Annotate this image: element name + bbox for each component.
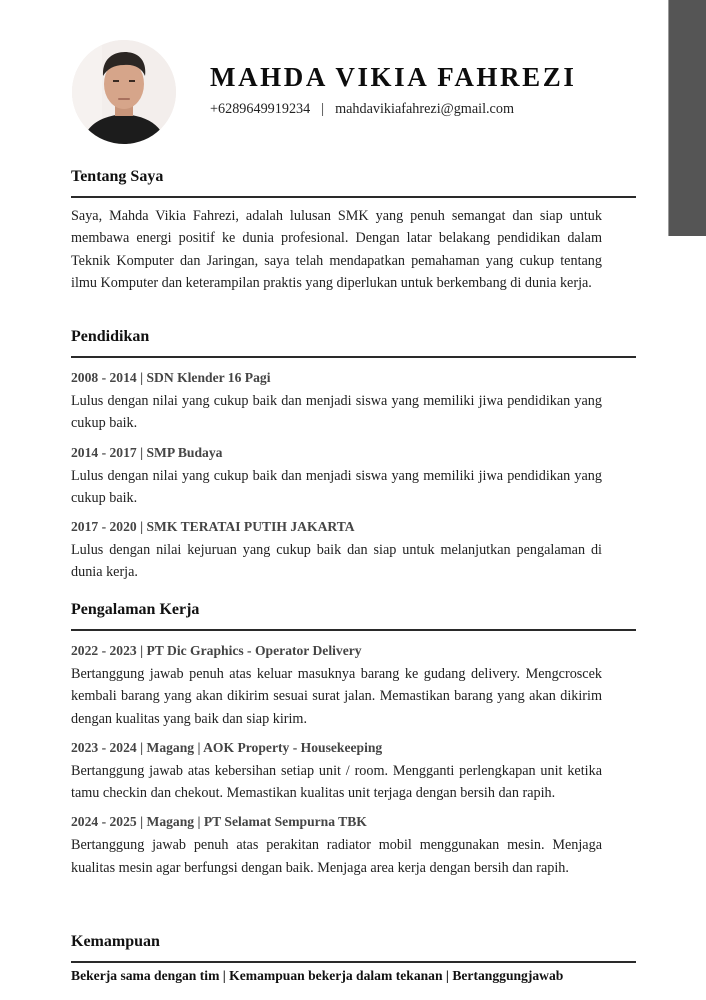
- phone-number: +6289649919234: [210, 101, 311, 117]
- section-divider: [71, 629, 636, 631]
- section-divider: [71, 961, 636, 963]
- entry-heading: 2017 - 2020 | SMK TERATAI PUTIH JAKARTA: [71, 519, 355, 535]
- experience-section: [71, 600, 636, 879]
- skills-list: Bekerja sama dengan tim | Kemampuan bekerja dalam tekanan | Bertanggungjawab: [71, 968, 564, 983]
- education-entry: [71, 369, 636, 435]
- candidate-name: MAHDA VIKIA FAHREZI: [210, 62, 577, 92]
- entry-description: Bertanggung jawab atas kebersihan setiap unit / room. Mengganti perlengkapan unit ketika tamu checkin dan chekout. Memastikan kualitas unit terjaga dengan bersih dan rapih.: [71, 762, 602, 802]
- section-title-experience: Pengalaman Kerja: [71, 601, 200, 618]
- email-address: mahdavikiafahrezi@gmail.com: [335, 101, 514, 117]
- contact-separator: |: [321, 101, 325, 117]
- entry-description: Bertanggung jawab penuh atas keluar masuknya barang ke gudang delivery. Mengcroscek kembali barang yang akan dikirim sesuai surat jalan. Memastikan barang yang akan dikirim dengan kualitas yang baik dan siap kirim.: [71, 666, 602, 727]
- section-title-skills: Kemampuan: [71, 933, 160, 950]
- resume-header: [72, 40, 652, 144]
- entry-heading: 2022 - 2023 | PT Dic Graphics - Operator Delivery: [71, 643, 362, 658]
- entry-description: Lulus dengan nilai kejuruan yang cukup baik dan siap untuk melanjutkan pengalaman di dunia kerja.: [71, 542, 602, 581]
- section-divider: [71, 196, 636, 198]
- experience-entry: [71, 739, 636, 805]
- entry-heading: 2008 - 2014 | SDN Klender 16 Pagi: [71, 370, 271, 385]
- entry-heading: 2024 - 2025 | Magang | PT Selamat Sempurna TBK: [71, 814, 367, 830]
- section-title-about: Tentang Saya: [71, 168, 164, 185]
- entry-heading: 2014 - 2017 | SMP Budaya: [71, 444, 223, 460]
- skills-section: [71, 932, 636, 984]
- entry-heading: 2023 - 2024 | Magang | AOK Property - Housekeeping: [71, 739, 383, 755]
- entry-description: Lulus dengan nilai yang cukup baik dan menjadi siswa yang memiliki jiwa pendidikan yang cukup baik.: [71, 393, 602, 432]
- section-divider: [71, 356, 636, 358]
- contact-line: [210, 101, 514, 118]
- scrollbar-thumb[interactable]: [668, 0, 706, 236]
- section-title-education: Pendidikan: [71, 328, 150, 345]
- entry-description: Bertanggung jawab penuh atas perakitan radiator mobil menggunakan mesin. Menjaga kualitas mesin agar berfungsi dengan baik. Menjaga area kerja dengan bersih dan rapih.: [71, 837, 602, 876]
- about-text: Saya, Mahda Vikia Fahrezi, adalah lulusan SMK yang penuh semangat dan siap untuk membawa energi positif ke dunia profesional. Dengan latar belakang pendidikan dalam Teknik Komputer dan Jaringan, saya telah mendapatkan pemahaman yang cukup tentang ilmu Komputer dan keterampilan praktis yang diperlukan untuk berkembang di dunia kerja.: [71, 208, 602, 291]
- entry-description: Lulus dengan nilai yang cukup baik dan menjadi siswa yang memiliki jiwa pendidikan yang cukup baik.: [71, 467, 602, 506]
- avatar: [72, 40, 176, 144]
- experience-entry: [71, 813, 636, 879]
- about-section: [71, 167, 636, 294]
- education-entry: [71, 444, 636, 510]
- education-entry: [71, 518, 636, 584]
- education-section: [71, 327, 636, 584]
- profile-photo-icon: [72, 40, 176, 144]
- experience-entry: [71, 642, 636, 730]
